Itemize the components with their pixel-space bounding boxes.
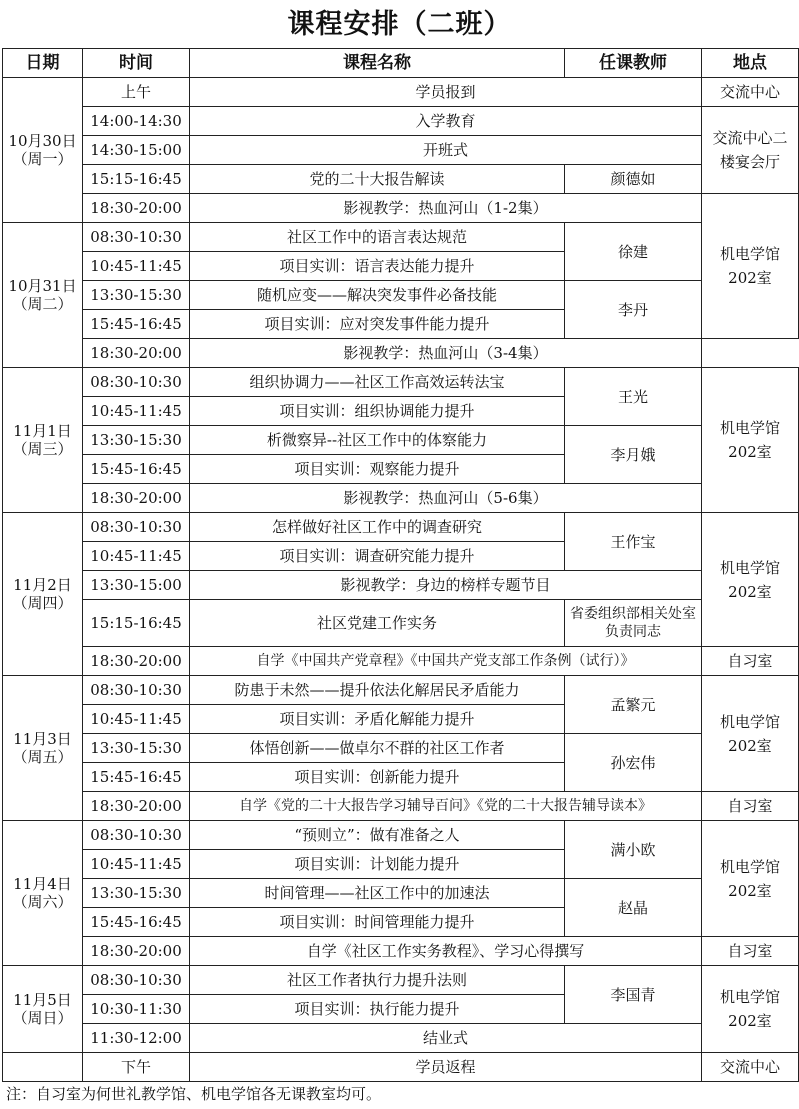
table-row	[3, 600, 799, 647]
time-cell: 15:15-16:45	[83, 165, 190, 194]
time-cell: 10:45-11:45	[83, 397, 190, 426]
course-cell: 入学教育	[190, 107, 702, 136]
time-cell: 上午	[83, 78, 190, 107]
time-cell: 下午	[83, 1053, 190, 1082]
header-time: 时间	[83, 49, 190, 78]
location-cell: 自习室	[702, 647, 799, 676]
header-date: 日期	[3, 49, 83, 78]
weekday-label: （周一）	[12, 150, 73, 168]
weekday-label: （周四）	[12, 594, 73, 612]
location-label: 机电学馆202室	[719, 419, 780, 461]
course-cell: 开班式	[190, 136, 702, 165]
table-row	[3, 136, 799, 165]
date-cell	[3, 821, 83, 966]
teacher-cell: 满小欧	[565, 821, 702, 879]
course-cell: 体悟创新——做卓尔不群的社区工作者	[190, 734, 565, 763]
course-cell: 社区工作中的语言表达规范	[190, 223, 565, 252]
table-row	[3, 676, 799, 705]
time-cell: 08:30-10:30	[83, 368, 190, 397]
table-row	[3, 194, 799, 223]
time-cell: 11:30-12:00	[83, 1024, 190, 1053]
course-cell: 随机应变——解决突发事件必备技能	[190, 281, 565, 310]
table-row	[3, 368, 799, 397]
course-cell: 党的二十大报告解读	[190, 165, 565, 194]
location-cell: 交流中心	[702, 78, 799, 107]
time-cell: 10:45-11:45	[83, 252, 190, 281]
location-cell: 自习室	[702, 937, 799, 966]
course-cell: 怎样做好社区工作中的调查研究	[190, 513, 565, 542]
date-cell	[3, 223, 83, 368]
time-cell: 10:45-11:45	[83, 542, 190, 571]
table-row	[3, 484, 799, 513]
location-cell	[702, 368, 799, 513]
course-cell: 社区党建工作实务	[190, 600, 565, 647]
time-cell: 13:30-15:30	[83, 281, 190, 310]
time-cell: 14:00-14:30	[83, 107, 190, 136]
time-cell: 15:45-16:45	[83, 763, 190, 792]
weekday-label: （周日）	[12, 1009, 73, 1027]
location-cell	[702, 676, 799, 792]
date-label: 10月31日	[8, 277, 77, 295]
header-course: 课程名称	[190, 49, 565, 78]
schedule-table	[2, 48, 799, 1082]
course-cell: 项目实训：矛盾化解能力提升	[190, 705, 565, 734]
weekday-label: （周二）	[12, 295, 73, 313]
page-title: 课程安排（二班）	[287, 9, 512, 40]
course-cell: 影视教学：身边的榜样专题节目	[190, 571, 702, 600]
time-cell: 15:45-16:45	[83, 310, 190, 339]
date-cell	[3, 513, 83, 676]
teacher-cell: 李丹	[565, 281, 702, 339]
location-cell	[702, 194, 799, 339]
time-cell: 08:30-10:30	[83, 676, 190, 705]
time-cell: 10:45-11:45	[83, 705, 190, 734]
date-label: 11月3日	[13, 730, 72, 748]
time-cell: 08:30-10:30	[83, 821, 190, 850]
course-cell: 项目实训：创新能力提升	[190, 763, 565, 792]
time-cell: 18:30-20:00	[83, 937, 190, 966]
location-cell: 自习室	[702, 792, 799, 821]
table-row	[3, 107, 799, 136]
date-label: 11月5日	[13, 991, 72, 1009]
course-cell: 防患于未然——提升依法化解居民矛盾能力	[190, 676, 565, 705]
course-cell: 影视教学：热血河山（3-4集）	[190, 339, 702, 368]
course-cell: 项目实训：执行能力提升	[190, 995, 565, 1024]
location-cell	[702, 966, 799, 1053]
table-row	[3, 647, 799, 676]
location-cell	[702, 821, 799, 937]
time-cell: 15:45-16:45	[83, 908, 190, 937]
teacher-cell: 徐建	[565, 223, 702, 281]
course-cell: 自学《社区工作实务教程》、学习心得撰写	[190, 937, 702, 966]
weekday-label: （周六）	[12, 893, 73, 911]
time-cell: 14:30-15:00	[83, 136, 190, 165]
time-cell: 18:30-20:00	[83, 339, 190, 368]
table-row	[3, 879, 799, 908]
course-cell: 社区工作者执行力提升法则	[190, 966, 565, 995]
teacher-cell: 颜德如	[565, 165, 702, 194]
time-cell: 10:30-11:30	[83, 995, 190, 1024]
location-label: 交流中心二楼宴会厅	[712, 129, 788, 171]
location-label: 机电学馆202室	[719, 712, 780, 755]
footnote: 注：自习室为何世礼教学馆、机电学馆各无课教室均可。	[6, 1085, 382, 1103]
table-row	[3, 339, 799, 368]
table-row	[3, 426, 799, 455]
table-row	[3, 571, 799, 600]
course-cell: 组织协调力——社区工作高效运转法宝	[190, 368, 565, 397]
course-cell: 项目实训：观察能力提升	[190, 455, 565, 484]
course-cell: 影视教学：热血河山（5-6集）	[190, 484, 702, 513]
course-cell: 自学《党的二十大报告学习辅导百问》《党的二十大报告辅导读本》	[190, 792, 702, 821]
teacher-cell: 王光	[565, 368, 702, 426]
teacher-cell: 王作宝	[565, 513, 702, 571]
location-cell	[702, 107, 799, 194]
course-cell: 影视教学：热血河山（1-2集）	[190, 194, 702, 223]
date-cell	[3, 1053, 83, 1082]
course-cell: 项目实训：语言表达能力提升	[190, 252, 565, 281]
header-teacher: 任课教师	[565, 49, 702, 78]
date-cell	[3, 676, 83, 821]
header-row	[3, 49, 799, 78]
time-cell: 18:30-20:00	[83, 647, 190, 676]
location-cell	[702, 513, 799, 647]
course-cell: 时间管理——社区工作中的加速法	[190, 879, 565, 908]
weekday-label: （周五）	[12, 748, 73, 766]
course-cell: 项目实训：时间管理能力提升	[190, 908, 565, 937]
course-cell: 结业式	[190, 1024, 702, 1053]
course-cell: 项目实训：计划能力提升	[190, 850, 565, 879]
date-cell	[3, 966, 83, 1053]
time-cell: 15:15-16:45	[83, 600, 190, 647]
time-cell: 08:30-10:30	[83, 223, 190, 252]
time-cell: 18:30-20:00	[83, 484, 190, 513]
time-cell: 13:30-15:00	[83, 571, 190, 600]
time-cell: 18:30-20:00	[83, 194, 190, 223]
time-cell: 13:30-15:30	[83, 879, 190, 908]
header-location: 地点	[702, 49, 799, 78]
location-cell: 交流中心	[702, 1053, 799, 1082]
time-cell: 08:30-10:30	[83, 966, 190, 995]
course-cell: 析微察异--社区工作中的体察能力	[190, 426, 565, 455]
location-label: 机电学馆202室	[719, 857, 780, 900]
teacher-cell	[565, 600, 702, 647]
teacher-cell: 李月娥	[565, 426, 702, 484]
location-label: 机电学馆202室	[719, 245, 780, 287]
course-cell: 项目实训：组织协调能力提升	[190, 397, 565, 426]
table-row	[3, 966, 799, 995]
time-cell: 08:30-10:30	[83, 513, 190, 542]
table-row	[3, 281, 799, 310]
course-cell: “预则立”：做有准备之人	[190, 821, 565, 850]
table-row	[3, 792, 799, 821]
table-row	[3, 165, 799, 194]
table-row	[3, 513, 799, 542]
time-cell: 13:30-15:30	[83, 426, 190, 455]
table-row	[3, 734, 799, 763]
teacher-cell: 孙宏伟	[565, 734, 702, 792]
course-cell: 项目实训：应对突发事件能力提升	[190, 310, 565, 339]
table-row	[3, 223, 799, 252]
time-cell: 15:45-16:45	[83, 455, 190, 484]
teacher-cell: 李国青	[565, 966, 702, 1024]
date-label: 11月4日	[13, 875, 72, 893]
time-cell: 10:45-11:45	[83, 850, 190, 879]
table-row	[3, 1024, 799, 1053]
teacher-cell: 赵晶	[565, 879, 702, 937]
location-label: 机电学馆202室	[719, 558, 780, 601]
teacher-cell: 孟繁元	[565, 676, 702, 734]
date-label: 11月1日	[13, 422, 72, 440]
course-cell: 项目实训：调查研究能力提升	[190, 542, 565, 571]
course-cell: 学员报到	[190, 78, 702, 107]
time-cell: 13:30-15:30	[83, 734, 190, 763]
table-row	[3, 1053, 799, 1082]
date-label: 10月30日	[8, 132, 77, 150]
date-label: 11月2日	[13, 576, 72, 594]
course-cell: 学员返程	[190, 1053, 702, 1082]
table-row	[3, 937, 799, 966]
location-label: 机电学馆202室	[719, 988, 780, 1030]
table-row	[3, 78, 799, 107]
weekday-label: （周三）	[12, 440, 73, 458]
date-cell	[3, 368, 83, 513]
table-row	[3, 821, 799, 850]
teacher-label: 省委组织部相关处室负责同志	[570, 606, 696, 640]
course-cell: 自学《中国共产党章程》《中国共产党支部工作条例（试行）》	[190, 647, 702, 676]
time-cell: 18:30-20:00	[83, 792, 190, 821]
date-cell	[3, 78, 83, 223]
